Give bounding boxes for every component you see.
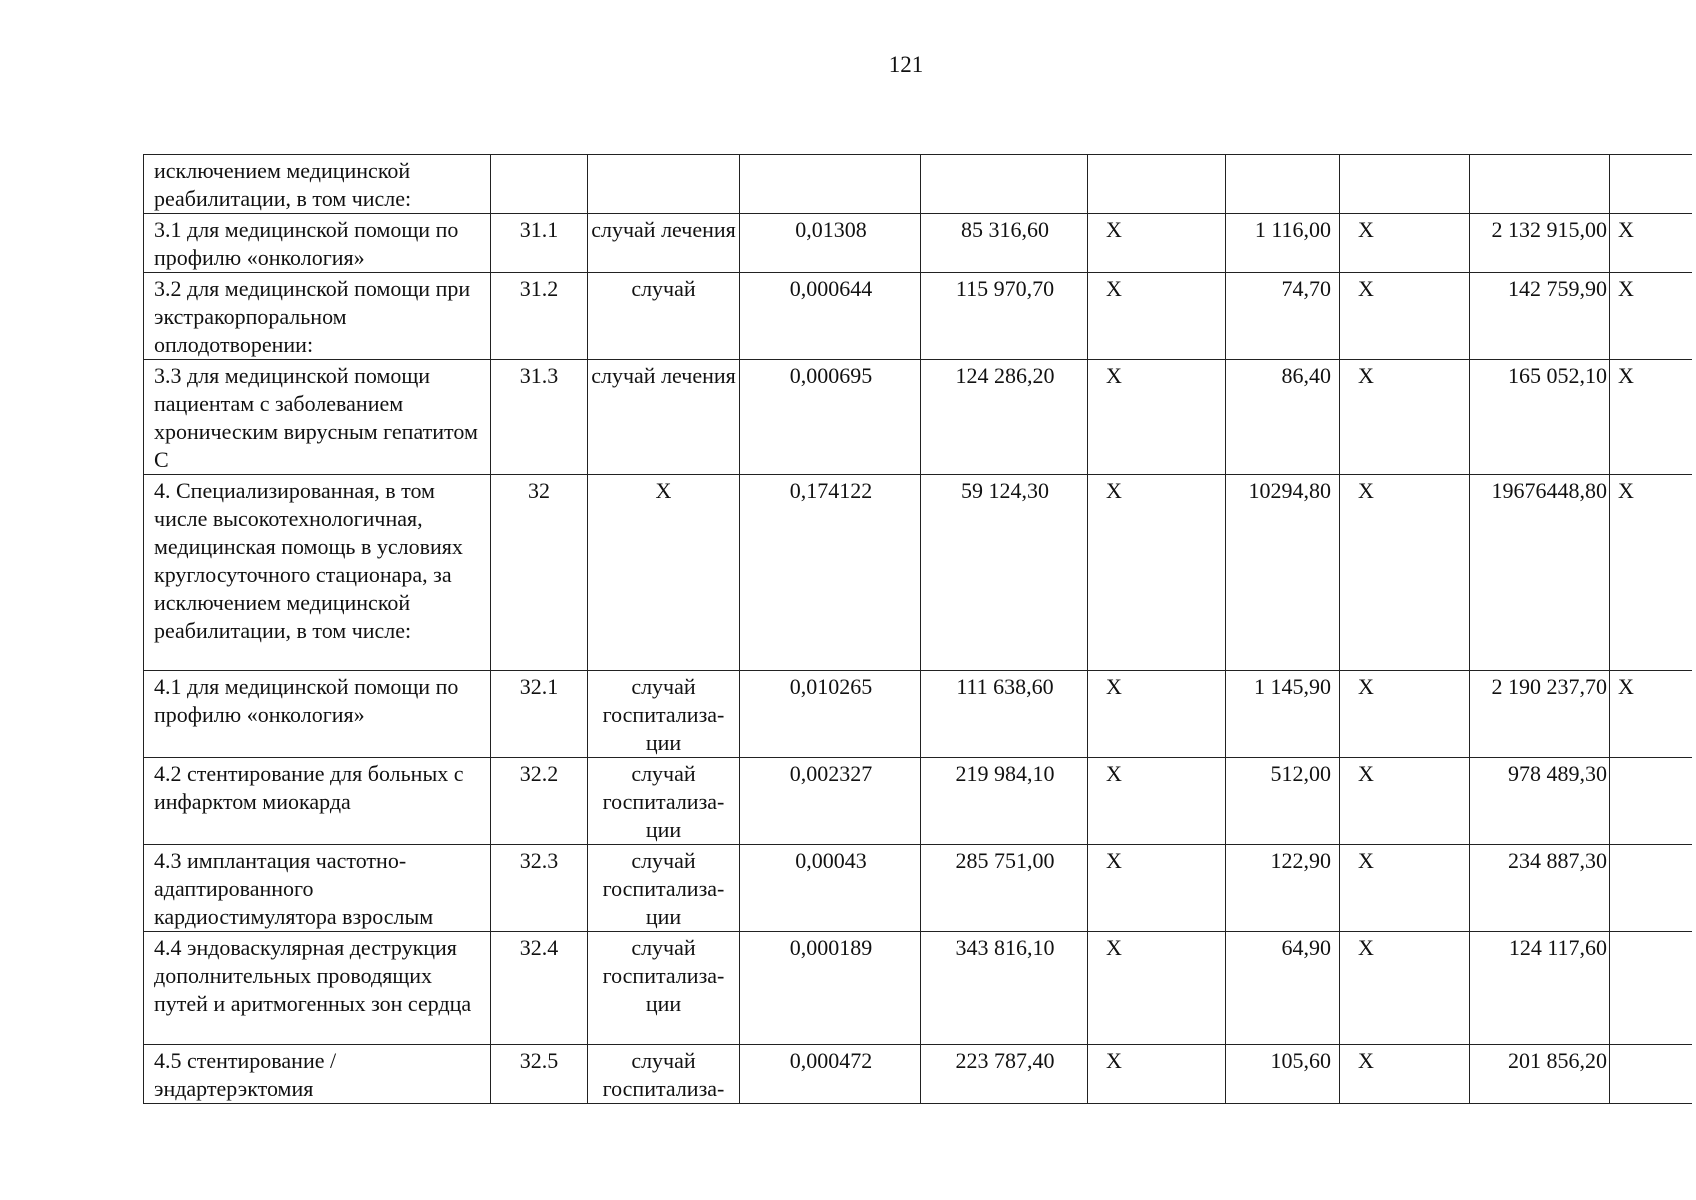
row-x2-cell: X — [1340, 758, 1470, 845]
row-unit-cell: случай лечения — [588, 214, 740, 273]
row-cost-cell: 285 751,00 — [921, 845, 1088, 932]
row-total-cell: 201 856,20 — [1470, 1045, 1610, 1104]
row-x3-cell: X — [1610, 360, 1692, 475]
row-code-cell: 32.1 — [491, 671, 588, 758]
row-cost-cell: 343 816,10 — [921, 932, 1088, 1045]
row-amount-cell — [1226, 155, 1340, 214]
row-x3-cell — [1610, 155, 1692, 214]
row-code-cell: 31.3 — [491, 360, 588, 475]
row-x2-cell: X — [1340, 932, 1470, 1045]
table-row — [144, 214, 1692, 273]
row-x1-cell: X — [1088, 475, 1226, 671]
row-x2-cell: X — [1340, 1045, 1470, 1104]
row-x3-cell: X — [1610, 273, 1692, 360]
row-code-cell: 32.3 — [491, 845, 588, 932]
row-cost-cell: 124 286,20 — [921, 360, 1088, 475]
row-cost-cell: 115 970,70 — [921, 273, 1088, 360]
row-amount-cell: 512,00 — [1226, 758, 1340, 845]
row-code-cell — [491, 155, 588, 214]
row-amount-cell: 1 116,00 — [1226, 214, 1340, 273]
page-number: 121 — [888, 52, 924, 77]
row-name-cell: 4.2 стентирование для больных с инфарктом миокарда — [144, 758, 491, 845]
row-x2-cell: X — [1340, 671, 1470, 758]
row-cost-cell: 219 984,10 — [921, 758, 1088, 845]
row-norm-cell — [740, 155, 921, 214]
row-x1-cell — [1088, 155, 1226, 214]
row-x2-cell: X — [1340, 214, 1470, 273]
row-x2-cell: X — [1340, 360, 1470, 475]
row-total-cell: 978 489,30 — [1470, 758, 1610, 845]
row-unit-cell: случай госпитализа-ции — [588, 758, 740, 845]
row-x1-cell: X — [1088, 1045, 1226, 1104]
row-name-cell: 3.3 для медицинской помощи пациентам с заболеванием хроническим вирусным гепатитом С — [144, 360, 491, 475]
row-norm-cell: 0,01308 — [740, 214, 921, 273]
row-code-cell: 31.1 — [491, 214, 588, 273]
row-unit-cell: случай — [588, 273, 740, 360]
row-code-cell: 32.5 — [491, 1045, 588, 1104]
row-cost-cell: 59 124,30 — [921, 475, 1088, 671]
row-unit-cell: случай госпитализа-ции — [588, 932, 740, 1045]
tariff-table — [143, 154, 1692, 1104]
row-x3-cell — [1610, 1045, 1692, 1104]
row-name-cell: 4.4 эндоваскулярная деструкция дополнительных проводящих путей и аритмогенных зон сердца — [144, 932, 491, 1045]
table-row — [144, 932, 1692, 1045]
row-total-cell: 124 117,60 — [1470, 932, 1610, 1045]
row-x2-cell: X — [1340, 845, 1470, 932]
row-cost-cell: 223 787,40 — [921, 1045, 1088, 1104]
row-norm-cell: 0,00043 — [740, 845, 921, 932]
row-amount-cell: 105,60 — [1226, 1045, 1340, 1104]
table-row — [144, 845, 1692, 932]
row-x2-cell — [1340, 155, 1470, 214]
row-amount-cell: 122,90 — [1226, 845, 1340, 932]
row-unit-cell — [588, 155, 740, 214]
table-row — [144, 155, 1692, 214]
row-x3-cell: X — [1610, 214, 1692, 273]
row-norm-cell: 0,010265 — [740, 671, 921, 758]
row-x1-cell: X — [1088, 214, 1226, 273]
row-x1-cell: X — [1088, 360, 1226, 475]
row-code-cell: 32.4 — [491, 932, 588, 1045]
row-code-cell: 32.2 — [491, 758, 588, 845]
table-row — [144, 1045, 1692, 1104]
table-row — [144, 273, 1692, 360]
row-name-cell: 4.3 имплантация частотно-адаптированного кардиостимулятора взрослым — [144, 845, 491, 932]
row-norm-cell: 0,174122 — [740, 475, 921, 671]
row-unit-cell: случай лечения — [588, 360, 740, 475]
row-x1-cell: X — [1088, 758, 1226, 845]
table-row — [144, 475, 1692, 671]
row-name-cell: 3.2 для медицинской помощи при экстракорпоральном оплодотворении: — [144, 273, 491, 360]
row-cost-cell — [921, 155, 1088, 214]
row-x3-cell — [1610, 758, 1692, 845]
row-code-cell: 31.2 — [491, 273, 588, 360]
row-total-cell: 2 190 237,70 — [1470, 671, 1610, 758]
row-norm-cell: 0,002327 — [740, 758, 921, 845]
row-x2-cell: X — [1340, 475, 1470, 671]
row-x3-cell — [1610, 932, 1692, 1045]
row-total-cell: 142 759,90 — [1470, 273, 1610, 360]
row-name-cell: 3.1 для медицинской помощи по профилю «онкология» — [144, 214, 491, 273]
row-total-cell — [1470, 155, 1610, 214]
row-amount-cell: 64,90 — [1226, 932, 1340, 1045]
table-row — [144, 360, 1692, 475]
row-x2-cell: X — [1340, 273, 1470, 360]
row-cost-cell: 85 316,60 — [921, 214, 1088, 273]
row-norm-cell: 0,000644 — [740, 273, 921, 360]
row-unit-cell: случай госпитализа-ции — [588, 671, 740, 758]
row-norm-cell: 0,000472 — [740, 1045, 921, 1104]
row-unit-cell: случай госпитализа-ции — [588, 845, 740, 932]
row-name-cell: 4.1 для медицинской помощи по профилю «онкология» — [144, 671, 491, 758]
row-code-cell: 32 — [491, 475, 588, 671]
row-x1-cell: X — [1088, 845, 1226, 932]
row-amount-cell: 1 145,90 — [1226, 671, 1340, 758]
row-x3-cell: X — [1610, 671, 1692, 758]
row-x3-cell: X — [1610, 475, 1692, 671]
row-x3-cell — [1610, 845, 1692, 932]
table-row — [144, 758, 1692, 845]
row-x1-cell: X — [1088, 273, 1226, 360]
row-total-cell: 2 132 915,00 — [1470, 214, 1610, 273]
row-x1-cell: X — [1088, 671, 1226, 758]
row-total-cell: 234 887,30 — [1470, 845, 1610, 932]
row-amount-cell: 74,70 — [1226, 273, 1340, 360]
row-unit-cell: случай госпитализа- — [588, 1045, 740, 1104]
row-name-cell: 4.5 стентирование / эндартерэктомия — [144, 1045, 491, 1104]
row-name-cell: исключением медицинской реабилитации, в том числе: — [144, 155, 491, 214]
table-row — [144, 671, 1692, 758]
row-total-cell: 165 052,10 — [1470, 360, 1610, 475]
row-unit-cell: X — [588, 475, 740, 671]
row-total-cell: 19676448,80 — [1470, 475, 1610, 671]
row-amount-cell: 86,40 — [1226, 360, 1340, 475]
row-norm-cell: 0,000189 — [740, 932, 921, 1045]
row-cost-cell: 111 638,60 — [921, 671, 1088, 758]
row-amount-cell: 10294,80 — [1226, 475, 1340, 671]
row-name-cell: 4. Специализированная, в том числе высокотехнологичная, медицинская помощь в условиях круглосуточного стационара, за исключением медицинской реабилитации, в том числе: — [144, 475, 491, 671]
row-x1-cell: X — [1088, 932, 1226, 1045]
row-norm-cell: 0,000695 — [740, 360, 921, 475]
